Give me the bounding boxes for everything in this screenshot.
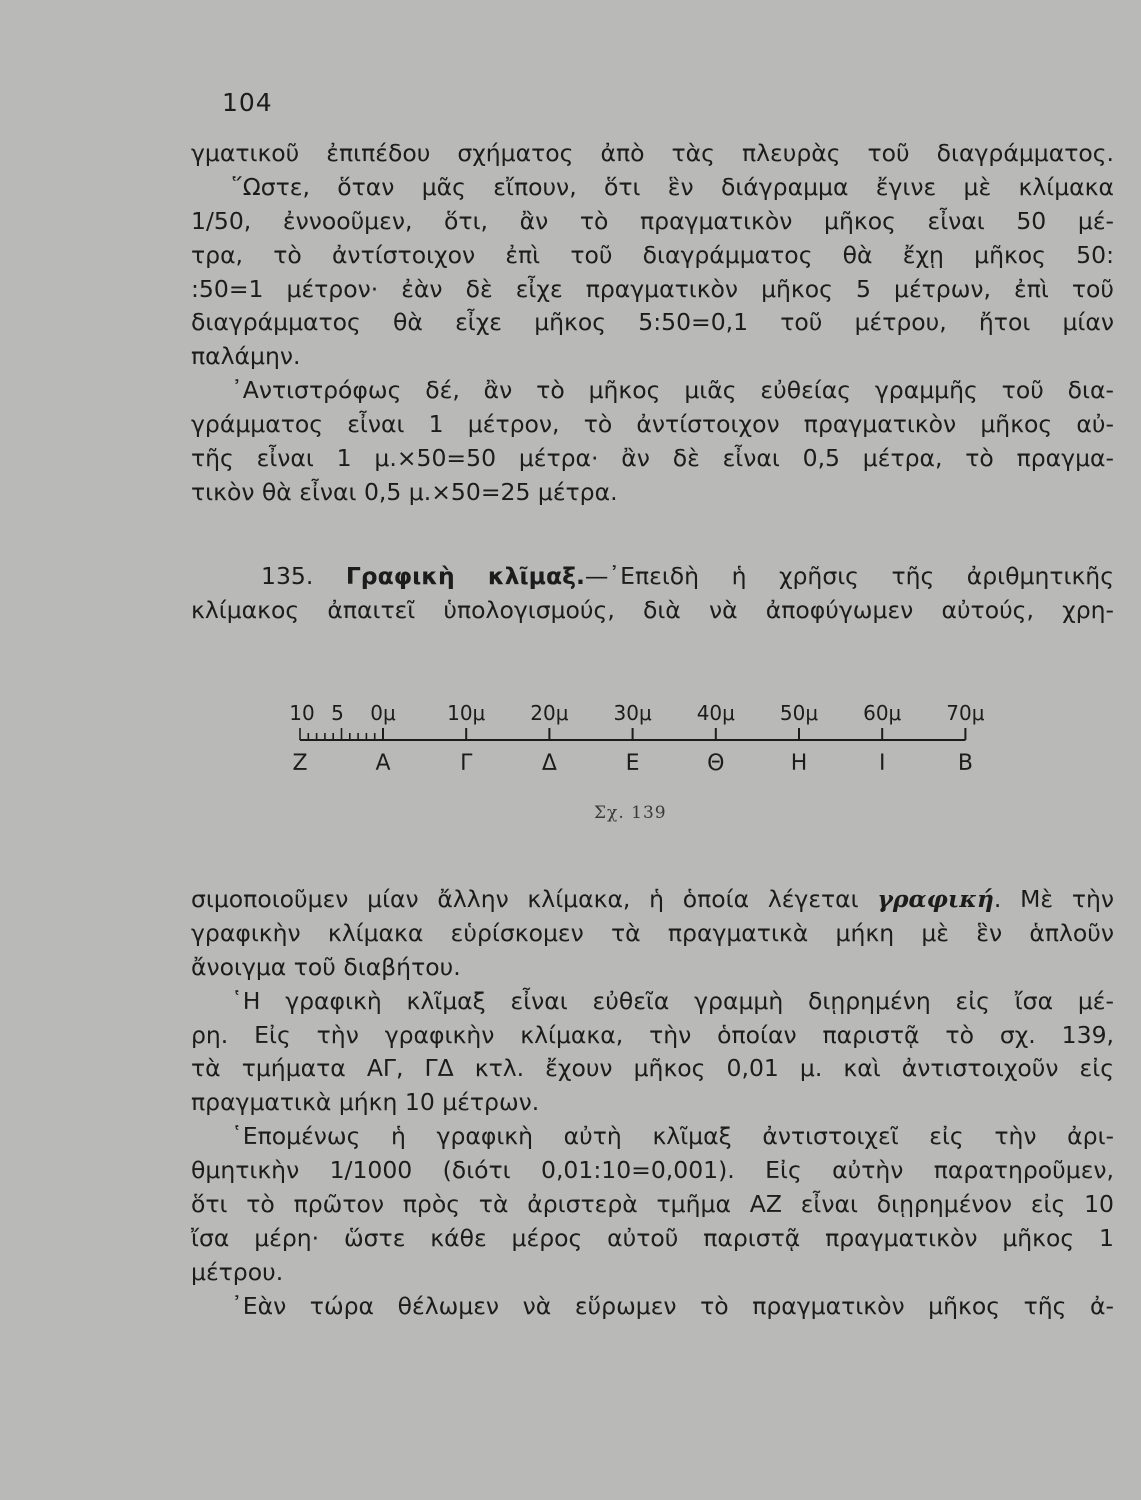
scale-top-label: 10μ — [447, 701, 486, 725]
scale-point-label: Θ — [707, 751, 725, 776]
text-line: ᾿Αντιστρόφως δέ, ἂν τὸ μῆκος μιᾶς εὐθείας γραμμῆς τοῦ δια- — [231, 376, 1114, 405]
scale-ruler — [300, 728, 965, 740]
text-line: κλίμακος ἀπαιτεῖ ὑπολογισμούς, διὰ νὰ ἀποφύγωμεν αὐτούς, χρη- — [191, 595, 1114, 624]
text-line: θμητικὴν 1/1000 (διότι 0,01:10=0,001). Εἰς αὐτὴν παρατηροῦμεν, — [191, 1156, 1114, 1185]
text-line: τρα, τὸ ἀντίστοιχον ἐπὶ τοῦ διαγράμματος θὰ ἔχῃ μῆκος 50: — [191, 240, 1114, 269]
text-line: γράμματος εἶναι 1 μέτρον, τὸ ἀντίστοιχον πραγματικὸν μῆκος αὐ- — [191, 410, 1114, 439]
text-line — [191, 883, 1114, 917]
text-line: ῾Επομένως ἡ γραφικὴ αὐτὴ κλῖμαξ ἀντιστοιχεῖ εἰς τὴν ἀρι- — [231, 1122, 1114, 1151]
text-line: ρη. Εἰς τὴν γραφικὴν κλίμακα, τὴν ὁποίαν παριστᾷ τὸ σχ. 139, — [191, 1020, 1114, 1049]
text-line: ῞Ωστε, ὅταν μᾶς εἴπουν, ὅτι ἓν διάγραμμα ἔγινε μὲ κλίμακα — [231, 172, 1114, 201]
text-line: ἄνοιγμα τοῦ διαβήτου. — [191, 952, 461, 981]
text-line: πραγματικὰ μήκη 10 μέτρων. — [191, 1088, 540, 1117]
scale-top-label: 30μ — [613, 701, 652, 725]
text-line: ῾Η γραφικὴ κλῖμαξ εἶναι εὐθεῖα γραμμὴ διῃρημένη εἰς ἴσα μέ- — [231, 986, 1114, 1015]
figure-caption: Σχ. 139 — [594, 803, 667, 823]
scale-top-label: 20μ — [530, 701, 569, 725]
text-block-bottom — [191, 883, 1114, 1324]
text-line: ἴσα μέρη· ὥστε κάθε μέρος αὐτοῦ παριστᾷ πραγματικὸν μῆκος 1 — [191, 1223, 1114, 1252]
graphic-scale-svg — [280, 690, 1020, 810]
scale-top-label: 10 — [289, 701, 315, 725]
section-block — [191, 560, 1114, 628]
scale-top-label: 60μ — [863, 701, 902, 725]
scale-point-label: Γ — [460, 751, 473, 776]
text-line: γραφικὴν κλίμακα εὑρίσκομεν τὰ πραγματικὰ μήκη μὲ ἓν ἁπλοῦν — [191, 918, 1114, 947]
emphasis-term: γραφική — [877, 885, 994, 913]
scale-top-label: 40μ — [696, 701, 735, 725]
scale-point-label: Δ — [541, 751, 557, 776]
text-line: :50=1 μέτρον· ἐὰν δὲ εἶχε πραγματικὸν μῆκος 5 μέτρων, ἐπὶ τοῦ — [191, 274, 1114, 303]
text-span: . Μὲ τὴν — [993, 885, 1114, 913]
scale-point-label: Α — [375, 751, 391, 776]
scale-top-label: 70μ — [946, 701, 985, 725]
text-line: ὅτι τὸ πρῶτον πρὸς τὰ ἀριστερὰ τμῆμα ΑΖ εἶναι διῃρημένον εἰς 10 — [191, 1190, 1114, 1219]
scale-top-label: 50μ — [779, 701, 819, 725]
section-text: —᾿Επειδὴ ἡ χρῆσις τῆς ἀριθμητικῆς — [584, 562, 1114, 590]
section-number: 135. — [261, 562, 314, 590]
scale-point-label: Ι — [878, 751, 886, 776]
text-line: ᾿Εὰν τώρα θέλωμεν νὰ εὕρωμεν τὸ πραγματικὸν μῆκος τῆς ἀ- — [231, 1291, 1114, 1320]
text-line: παλάμην. — [191, 342, 301, 371]
scale-top-labels — [289, 701, 984, 725]
section-title: Γραφικὴ κλῖμαξ. — [345, 562, 585, 590]
scale-point-label: Η — [790, 751, 808, 776]
text-line: διαγράμματος θὰ εἶχε μῆκος 5:50=0,1 τοῦ μέτρου, ἤτοι μίαν — [191, 308, 1114, 337]
text-line: μέτρου. — [191, 1257, 284, 1286]
page-number: 104 — [222, 88, 273, 117]
text-line: 1/50, ἐννοοῦμεν, ὅτι, ἂν τὸ πραγματικὸν μῆκος εἶναι 50 μέ- — [191, 206, 1114, 235]
section-heading-line — [191, 560, 1114, 594]
text-block-top — [191, 137, 1114, 510]
text-line: τικὸν θὰ εἶναι 0,5 μ.×50=25 μέτρα. — [191, 477, 618, 506]
text-line: τὰ τμήματα ΑΓ, ΓΔ κτλ. ἔχουν μῆκος 0,01 μ. καὶ ἀντιστοιχοῦν εἰς — [191, 1054, 1114, 1083]
scale-point-labels — [292, 751, 972, 776]
scale-top-label: 0μ — [370, 701, 396, 725]
scale-point-label: Ε — [625, 751, 640, 776]
text-span: σιμοποιοῦμεν μίαν ἄλλην κλίμακα, ἡ ὁποία λέγεται — [191, 885, 878, 913]
text-line: τῆς εἶναι 1 μ.×50=50 μέτρα· ἂν δὲ εἶναι 0,5 μέτρα, τὸ πραγμα- — [191, 444, 1114, 473]
graphic-scale-figure — [280, 690, 1020, 810]
text-line: γματικοῦ ἐπιπέδου σχήματος ἀπὸ τὰς πλευρὰς τοῦ διαγράμματος. — [191, 139, 1114, 167]
scale-point-label: Β — [957, 751, 973, 776]
scale-point-label: Ζ — [292, 751, 308, 776]
scale-top-label: 5 — [331, 701, 344, 725]
